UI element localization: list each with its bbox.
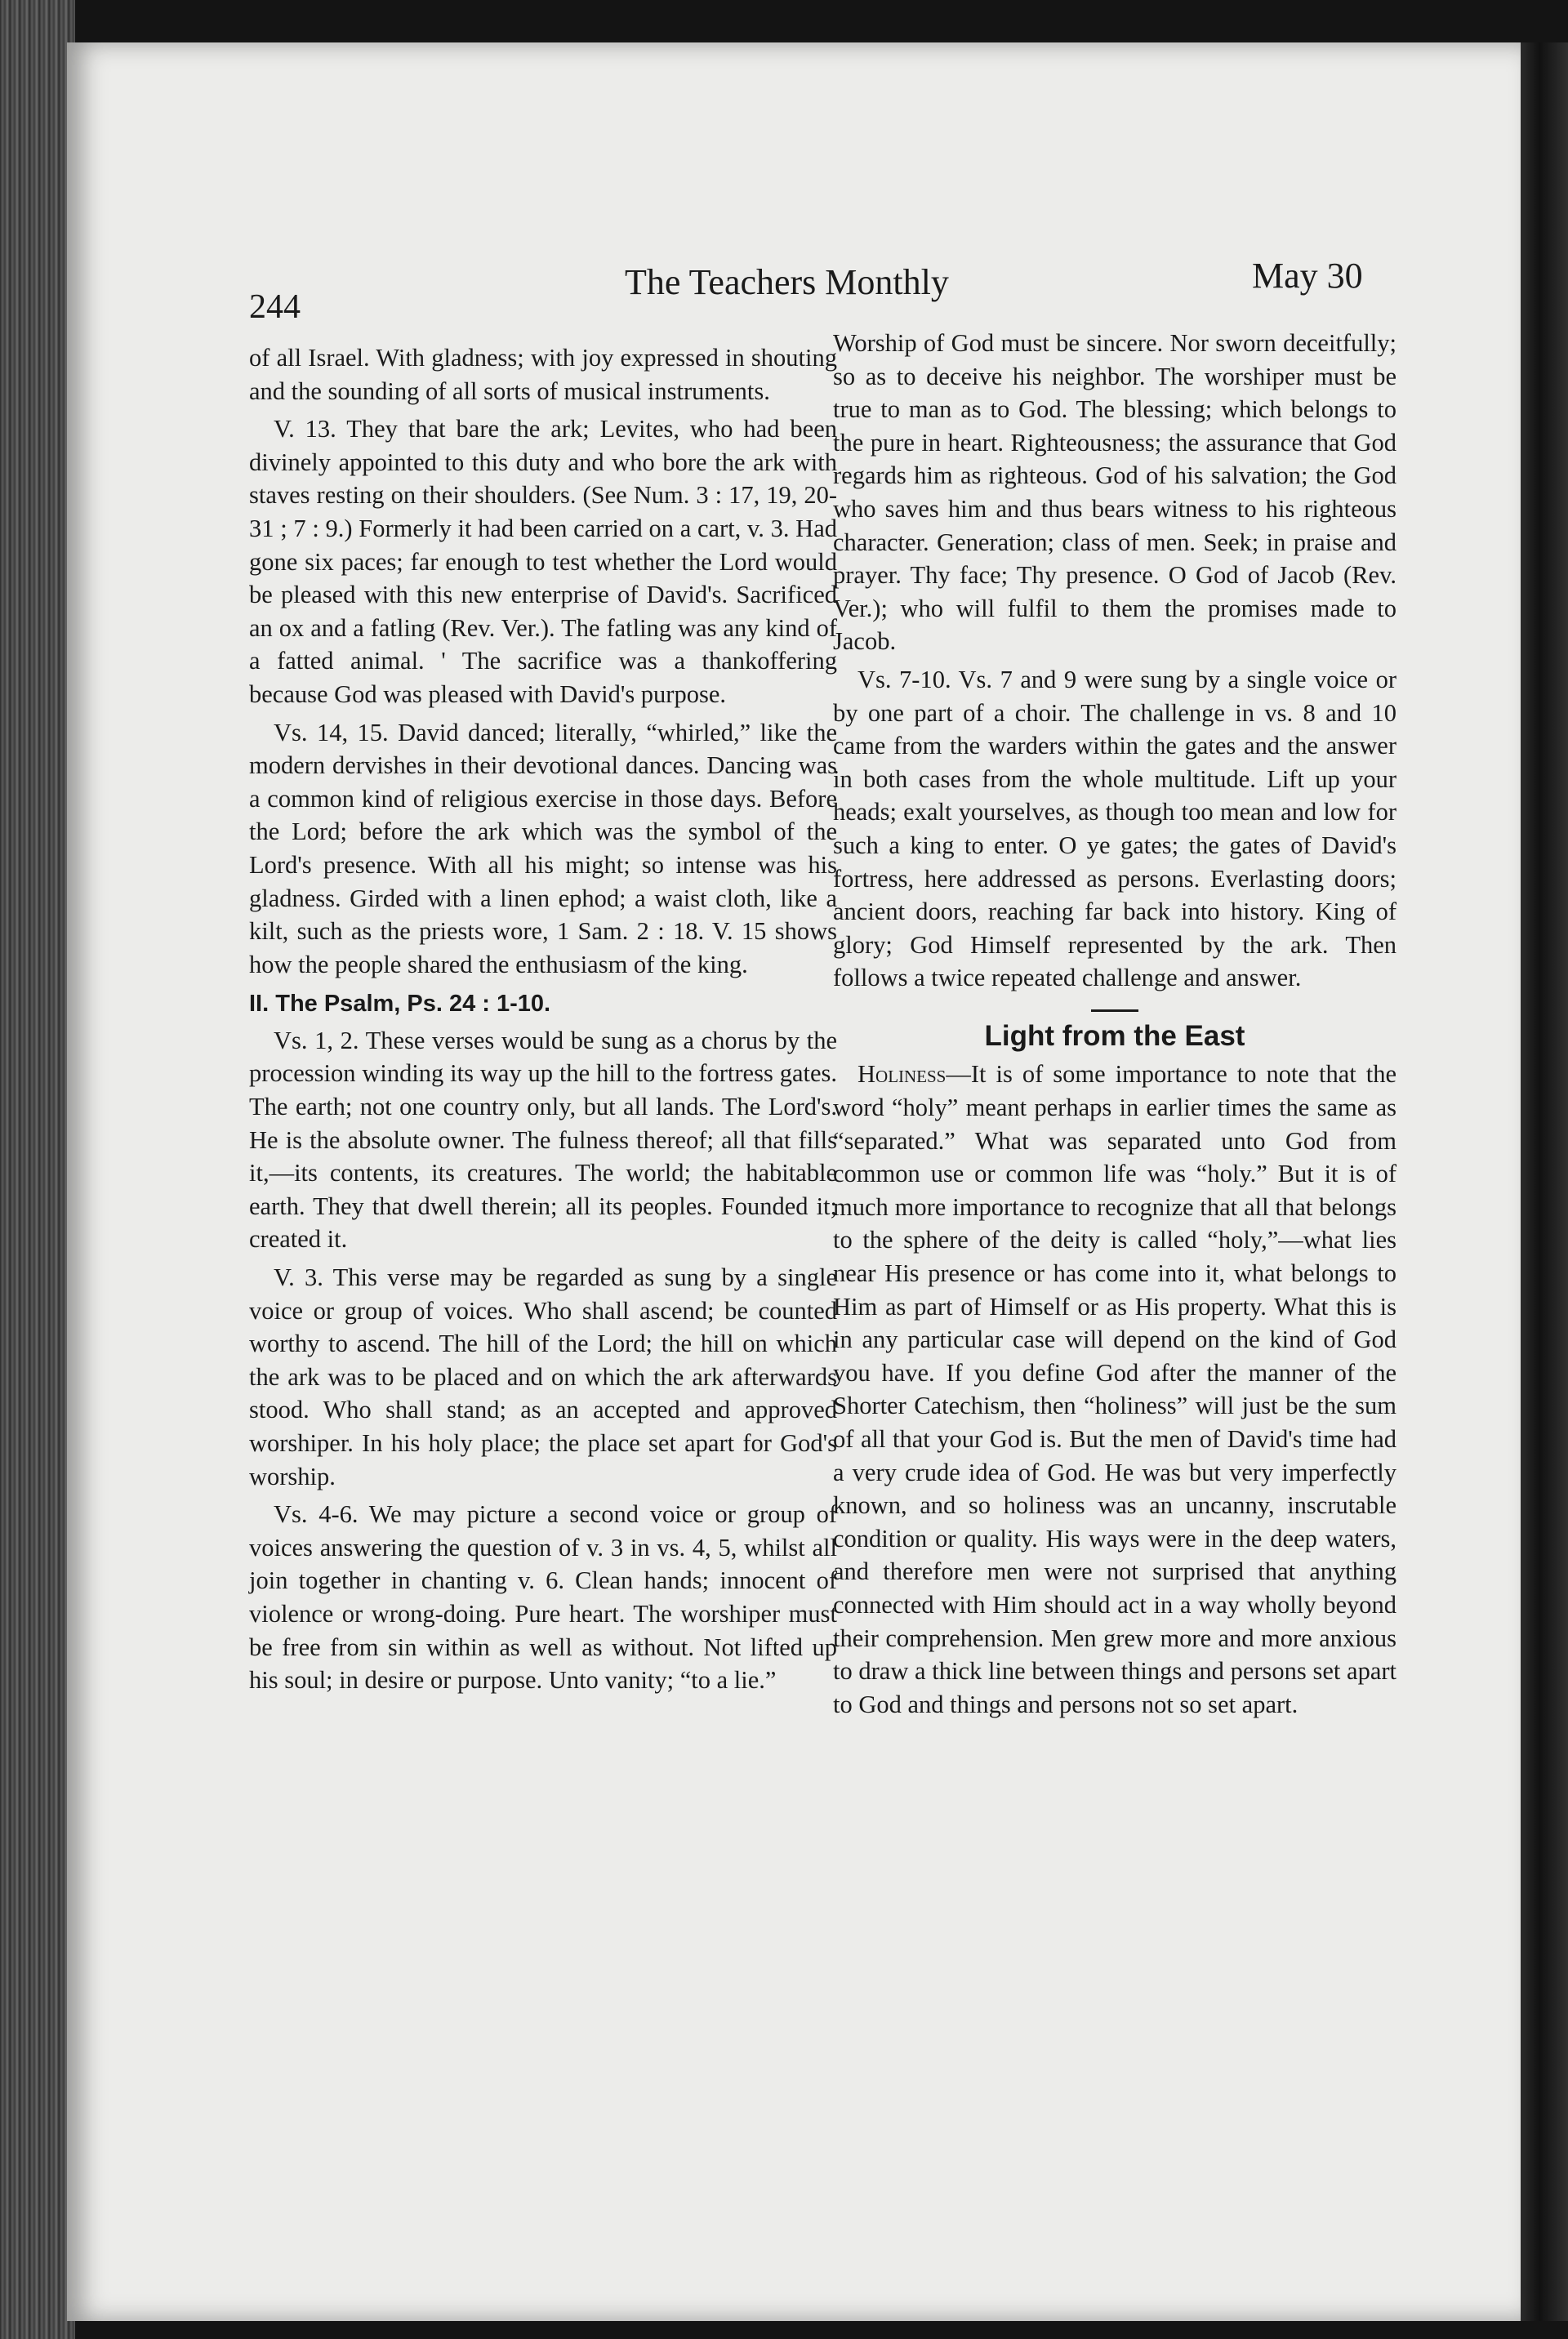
book-right-edge	[1521, 42, 1568, 2321]
right-column	[833, 327, 1396, 1726]
paragraph: V. 3. This verse may be regarded as sung by a single voice or group of voices. Who shall ascend; be counted worthy to ascend. The hill of the Lord; the hill on which the ark was to be placed and on which the ark afterwards stood. Who shall stand; as an accepted and approved worshiper. In his holy place; the place set apart for God's worship.	[249, 1263, 837, 1490]
paragraph: of all Israel. With gladness; with joy expressed in shouting and the sounding of all sorts of musical instruments.	[249, 344, 837, 405]
paragraph: Vs. 14, 15. David danced; literally, “whirled,” like the modern dervishes in their devotional dances. Dancing was a common kind of religious exercise in those days. Before the Lord; before the ark which was the symbol of the Lord's presence. With all his might; so intense was his gladness. Girded with a linen ephod; a waist cloth, like a kilt, such as the priests wore, 1 Sam. 2 : 18. V. 15 shows how the people shared the enthusiasm of the king.	[249, 718, 837, 978]
lead-word: Holiness	[858, 1060, 947, 1089]
paragraph: V. 13. They that bare the ark; Levites, who had been divinely appointed to this duty and who bore the ark with staves resting on their shoulders. (See Num. 3 : 17, 19, 20-31 ; 7 : 9.) Formerly it had been carried on a cart, v. 3. Had gone six paces; far enough to test whether the Lord would be pleased with this new enterprise of David's. Sacrificed an ox and a fatling (Rev. Ver.). The fatling was any kind of a fatted animal. ' The sacrifice was a thankoffering because God was pleased with David's purpose.	[249, 415, 837, 708]
paragraph: Vs. 1, 2. These verses would be sung as a chorus by the procession winding its way up the hill to the fortress gates. The earth; not one country only, but all lands. The Lord's. He is the absolute owner. The fulness thereof; all that fills it,—its contents, its creatures. The world; the habitable earth. They that dwell therein; all its peoples. Founded it; created it.	[249, 1026, 837, 1254]
section-heading: Light from the East	[984, 1019, 1245, 1052]
paragraph	[833, 1058, 1396, 1721]
issue-date: May 30	[1252, 256, 1363, 296]
page-header	[249, 255, 1376, 326]
left-column	[249, 341, 837, 1702]
section-divider	[1091, 1009, 1138, 1012]
page-number: 244	[249, 288, 301, 326]
paragraph: Vs. 4-6. We may picture a second voice or group of voices answering the question of v. 3 in vs. 4, 5, whilst all join together in chanting v. 6. Clean hands; innocent of violence or wrong-doing. Pure heart. The worshiper must be free from sin within as well as without. Not lifted up his soul; in desire or purpose. Unto vanity; “to a lie.”	[249, 1500, 837, 1695]
running-title: The Teachers Monthly	[625, 262, 949, 302]
paragraph: Vs. 7-10. Vs. 7 and 9 were sung by a single voice or by one part of a choir. The challenge in vs. 8 and 10 came from the warders within the gates and the answer in both cases from the whole multitude. Lift up your heads; exalt yourselves, as though too mean and low for such a king to enter. O ye gates; the gates of David's fortress, here addressed as persons. Everlasting doors; ancient doors, reaching far back into history. King of glory; God Himself represented by the ark. Then follows a twice repeated challenge and answer.	[833, 665, 1396, 992]
paragraph: Worship of God must be sincere. Nor sworn deceitfully; so as to deceive his neighbor. The worshiper must be true to man as to God. The blessing; which belongs to the pure in heart. Righteousness; the assurance that God regards him as righteous. God of his salvation; the God who saves him and thus bears witness to his righteous character. Generation; class of men. Seek; in praise and prayer. Thy face; Thy presence. O God of Jacob (Rev. Ver.); who will fulfil to them the promises made to Jacob.	[833, 329, 1396, 656]
paragraph-body: —It is of some importance to note that the word “holy” meant perhaps in earlier times the same as “separated.” What was separated unto God from common use or common life was “holy.” But it is of much more importance to recognize that all that belongs to the sphere of the deity is called “holy,”—what lies near His presence or has come into it, what belongs to Him as part of Himself or as His property. What this is in any particular case will depend on the kind of God you have. If you define God after the manner of the Shorter Catechism, then “holiness” will just be the sum of all that your God is. But the men of David's time had a very crude idea of God. He was but very imperfectly known, and so holiness was an uncanny, inscrutable condition or quality. His ways were in the deep waters, and therefore men were not surprised that anything connected with Him should act in a way wholly beyond their comprehension. Men grew more and more anxious to draw a thick line between things and persons set apart to God and things and persons not so set apart.	[833, 1060, 1396, 1718]
section-heading: II. The Psalm, Ps. 24 : 1-10.	[249, 991, 551, 1018]
book-spine-edge	[0, 0, 75, 2339]
